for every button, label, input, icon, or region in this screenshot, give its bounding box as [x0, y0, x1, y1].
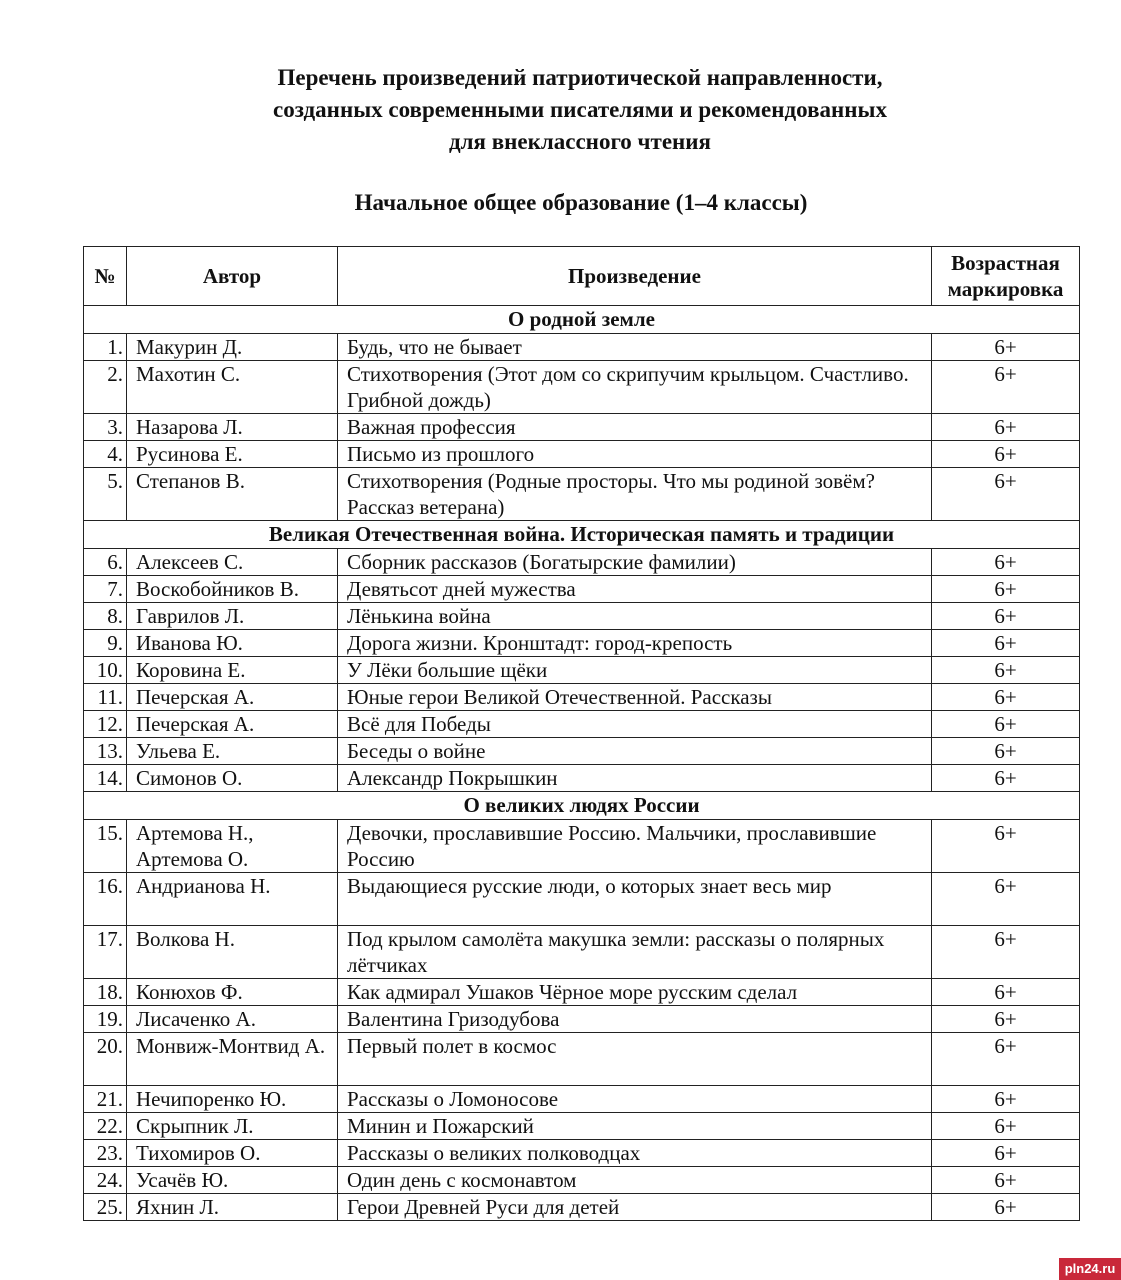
table-row	[84, 414, 1080, 441]
row-number: 9.	[84, 630, 127, 657]
age-rating-cell: 6+	[932, 820, 1080, 873]
age-rating-cell: 6+	[932, 576, 1080, 603]
table-row	[84, 657, 1080, 684]
table-row	[84, 765, 1080, 792]
table-row	[84, 1033, 1080, 1086]
author-cell: Монвиж-Монтвид А.	[127, 1033, 338, 1086]
age-rating-cell: 6+	[932, 657, 1080, 684]
work-cell: Стихотворения (Этот дом со скрипучим крыльцом. Счастливо. Грибной дождь)	[338, 361, 932, 414]
age-rating-cell: 6+	[932, 361, 1080, 414]
age-rating-cell: 6+	[932, 1006, 1080, 1033]
row-number: 19.	[84, 1006, 127, 1033]
table-row	[84, 361, 1080, 414]
row-number: 6.	[84, 549, 127, 576]
row-number: 16.	[84, 873, 127, 926]
section-title: О великих людях России	[84, 792, 1080, 820]
author-cell: Симонов О.	[127, 765, 338, 792]
age-rating-cell: 6+	[932, 684, 1080, 711]
work-cell: Всё для Победы	[338, 711, 932, 738]
author-cell: Печерская А.	[127, 684, 338, 711]
age-rating-cell: 6+	[932, 873, 1080, 926]
header-num: №	[84, 247, 127, 306]
table-body	[84, 306, 1080, 1221]
title-line-3: для внеклассного чтения	[449, 129, 711, 154]
table-row	[84, 576, 1080, 603]
row-number: 22.	[84, 1113, 127, 1140]
author-cell: Воскобойников В.	[127, 576, 338, 603]
table-row	[84, 1006, 1080, 1033]
age-rating-cell: 6+	[932, 441, 1080, 468]
work-cell: Выдающиеся русские люди, о которых знает весь мир	[338, 873, 932, 926]
author-cell: Нечипоренко Ю.	[127, 1086, 338, 1113]
document-subtitle: Начальное общее образование (1–4 классы)	[354, 190, 808, 215]
row-number: 20.	[84, 1033, 127, 1086]
work-cell: Стихотворения (Родные просторы. Что мы родиной зовём? Рассказ ветерана)	[338, 468, 932, 521]
section-row	[84, 306, 1080, 334]
work-cell: Герои Древней Руси для детей	[338, 1194, 932, 1221]
section-title: Великая Отечественная война. Историческая память и традиции	[84, 521, 1080, 549]
site-watermark: pln24.ru	[1059, 1258, 1121, 1280]
work-cell: Как адмирал Ушаков Чёрное море русским сделал	[338, 979, 932, 1006]
age-rating-cell: 6+	[932, 630, 1080, 657]
table-row	[84, 603, 1080, 630]
header-age	[932, 247, 1080, 306]
age-rating-cell: 6+	[932, 926, 1080, 979]
author-cell: Алексеев С.	[127, 549, 338, 576]
author-cell: Гаврилов Л.	[127, 603, 338, 630]
header-age-line-2: маркировка	[947, 277, 1064, 301]
row-number: 15.	[84, 820, 127, 873]
work-cell: Минин и Пожарский	[338, 1113, 932, 1140]
author-cell: Андрианова Н.	[127, 873, 338, 926]
author-cell: Назарова Л.	[127, 414, 338, 441]
age-rating-cell: 6+	[932, 1167, 1080, 1194]
header-age-line-1: Возрастная	[951, 251, 1060, 275]
work-cell: Будь, что не бывает	[338, 334, 932, 361]
table-row	[84, 684, 1080, 711]
row-number: 5.	[84, 468, 127, 521]
row-number: 1.	[84, 334, 127, 361]
work-cell: Александр Покрышкин	[338, 765, 932, 792]
table-row	[84, 549, 1080, 576]
row-number: 21.	[84, 1086, 127, 1113]
table-row	[84, 1167, 1080, 1194]
work-cell: Первый полет в космос	[338, 1033, 932, 1086]
works-table	[83, 246, 1080, 1221]
header-work: Произведение	[338, 247, 932, 306]
work-cell: Письмо из прошлого	[338, 441, 932, 468]
age-rating-cell: 6+	[932, 738, 1080, 765]
table-header-row	[84, 247, 1080, 306]
author-cell: Макурин Д.	[127, 334, 338, 361]
age-rating-cell: 6+	[932, 711, 1080, 738]
table-row	[84, 979, 1080, 1006]
table-row	[84, 630, 1080, 657]
row-number: 17.	[84, 926, 127, 979]
author-cell: Печерская А.	[127, 711, 338, 738]
section-row	[84, 521, 1080, 549]
author-cell: Волкова Н.	[127, 926, 338, 979]
work-cell: Рассказы о великих полководцах	[338, 1140, 932, 1167]
row-number: 13.	[84, 738, 127, 765]
row-number: 7.	[84, 576, 127, 603]
age-rating-cell: 6+	[932, 765, 1080, 792]
table-row	[84, 1113, 1080, 1140]
row-number: 12.	[84, 711, 127, 738]
work-cell: Важная профессия	[338, 414, 932, 441]
table-row	[84, 873, 1080, 926]
author-cell: Конюхов Ф.	[127, 979, 338, 1006]
work-cell: Один день с космонавтом	[338, 1167, 932, 1194]
age-rating-cell: 6+	[932, 1033, 1080, 1086]
work-cell: Дорога жизни. Кронштадт: город-крепость	[338, 630, 932, 657]
table-row	[84, 334, 1080, 361]
table-row	[84, 738, 1080, 765]
author-cell: Махотин С.	[127, 361, 338, 414]
document-title	[0, 62, 1121, 158]
table-row	[84, 468, 1080, 521]
row-number: 24.	[84, 1167, 127, 1194]
author-cell: Иванова Ю.	[127, 630, 338, 657]
row-number: 18.	[84, 979, 127, 1006]
table-row	[84, 1140, 1080, 1167]
work-cell: У Лёки большие щёки	[338, 657, 932, 684]
work-cell: Юные герои Великой Отечественной. Рассказы	[338, 684, 932, 711]
author-cell: Лисаченко А.	[127, 1006, 338, 1033]
row-number: 14.	[84, 765, 127, 792]
row-number: 25.	[84, 1194, 127, 1221]
title-line-2: созданных современными писателями и рекомендованных	[273, 97, 887, 122]
work-cell: Под крылом самолёта макушка земли: рассказы о полярных лётчиках	[338, 926, 932, 979]
table-row	[84, 820, 1080, 873]
table-row	[84, 711, 1080, 738]
work-cell: Сборник рассказов (Богатырские фамилии)	[338, 549, 932, 576]
table-row	[84, 441, 1080, 468]
section-row	[84, 792, 1080, 820]
age-rating-cell: 6+	[932, 414, 1080, 441]
row-number: 2.	[84, 361, 127, 414]
age-rating-cell: 6+	[932, 1140, 1080, 1167]
age-rating-cell: 6+	[932, 979, 1080, 1006]
work-cell: Девочки, прославившие Россию. Мальчики, прославившие Россию	[338, 820, 932, 873]
age-rating-cell: 6+	[932, 1194, 1080, 1221]
author-cell: Тихомиров О.	[127, 1140, 338, 1167]
title-line-1: Перечень произведений патриотической направленности,	[277, 65, 883, 90]
work-cell: Лёнькина война	[338, 603, 932, 630]
row-number: 3.	[84, 414, 127, 441]
work-cell: Валентина Гризодубова	[338, 1006, 932, 1033]
work-cell: Беседы о войне	[338, 738, 932, 765]
author-cell: Русинова Е.	[127, 441, 338, 468]
row-number: 23.	[84, 1140, 127, 1167]
row-number: 10.	[84, 657, 127, 684]
age-rating-cell: 6+	[932, 549, 1080, 576]
row-number: 11.	[84, 684, 127, 711]
author-cell: Усачёв Ю.	[127, 1167, 338, 1194]
author-cell: Артемова Н., Артемова О.	[127, 820, 338, 873]
age-rating-cell: 6+	[932, 1113, 1080, 1140]
author-cell: Яхнин Л.	[127, 1194, 338, 1221]
table-row	[84, 926, 1080, 979]
work-cell: Рассказы о Ломоносове	[338, 1086, 932, 1113]
table-row	[84, 1194, 1080, 1221]
age-rating-cell: 6+	[932, 1086, 1080, 1113]
table-row	[84, 1086, 1080, 1113]
age-rating-cell: 6+	[932, 468, 1080, 521]
row-number: 8.	[84, 603, 127, 630]
age-rating-cell: 6+	[932, 603, 1080, 630]
work-cell: Девятьсот дней мужества	[338, 576, 932, 603]
author-cell: Ульева Е.	[127, 738, 338, 765]
row-number: 4.	[84, 441, 127, 468]
author-cell: Степанов В.	[127, 468, 338, 521]
section-title: О родной земле	[84, 306, 1080, 334]
header-author: Автор	[127, 247, 338, 306]
author-cell: Коровина Е.	[127, 657, 338, 684]
author-cell: Скрыпник Л.	[127, 1113, 338, 1140]
age-rating-cell: 6+	[932, 334, 1080, 361]
